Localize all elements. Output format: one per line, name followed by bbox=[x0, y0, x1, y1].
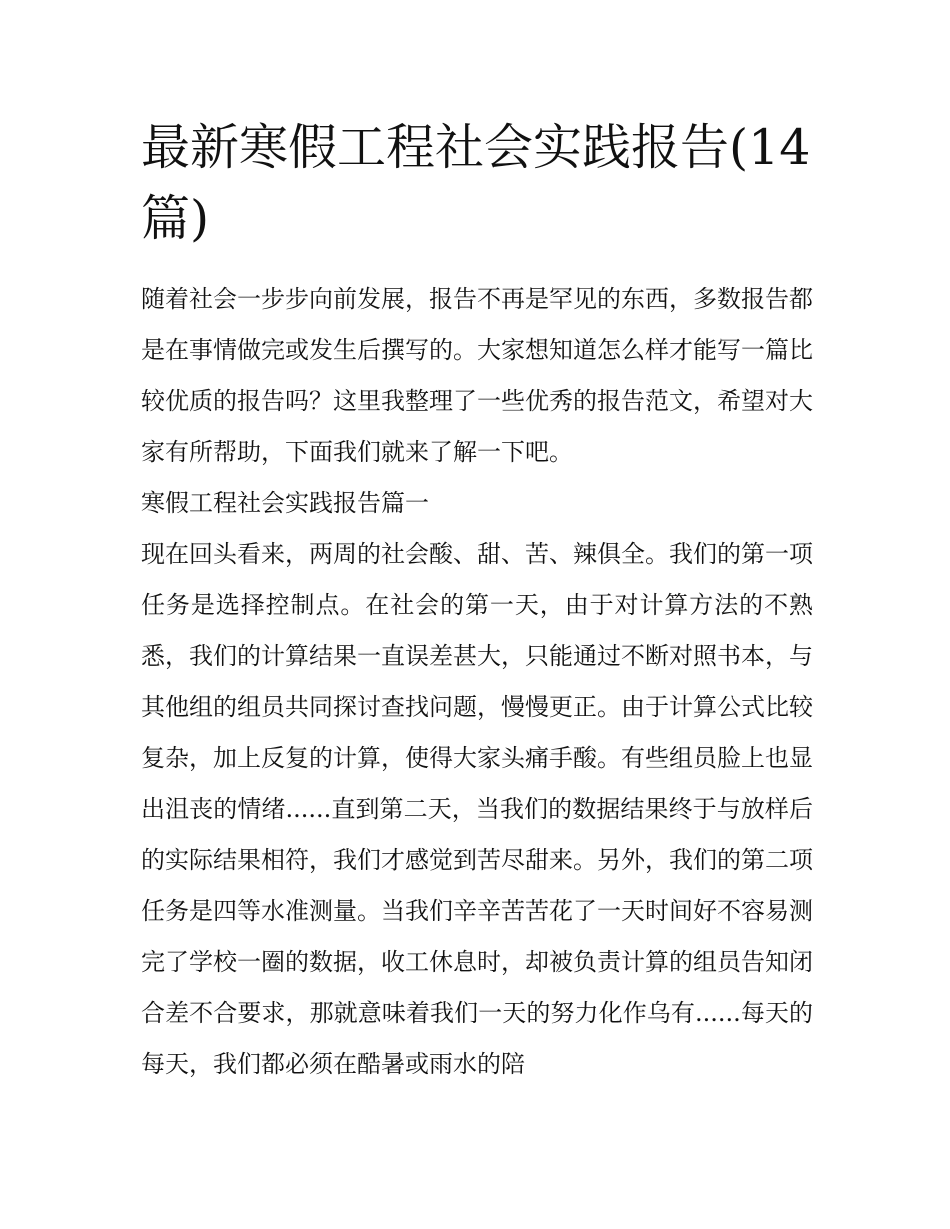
document-content bbox=[141, 112, 813, 1090]
document-title: 最新寒假工程社会实践报告(14篇) bbox=[141, 119, 811, 247]
body-paragraph: 现在回头看来，两周的社会酸、甜、苦、辣俱全。我们的第一项任务是选择控制点。在社会的第一天，由于对计算方法的不熟悉，我们的计算结果一直误差甚大，只能通过不断对照书本，与其他组的组员共同探讨查找问题，慢慢更正。由于计算公式比较复杂，加上反复的计算，使得大家头痛手酸。有些组员脸上也显出沮丧的情绪......直到第二天，当我们的数据结果终于与放样后的实际结果相符，我们才感觉到苦尽甜来。另外，我们的第二项任务是四等水准测量。当我们辛辛苦苦花了一天时间好不容易测完了学校一圈的数据，收工休息时，却被负责计算的组员告知闭合差不合要求，那就意味着我们一天的努力化作乌有......每天的每天，我们都必须在酷暑或雨水的陪 bbox=[141, 540, 813, 1078]
section-heading: 寒假工程社会实践报告篇一 bbox=[141, 489, 429, 517]
intro-paragraph: 随着社会一步步向前发展，报告不再是罕见的东西，多数报告都是在事情做完或发生后撰写的。大家想知道怎么样才能写一篇比较优质的报告吗？这里我整理了一些优秀的报告范文，希望对大家有所帮助，下面我们就来了解一下吧。 bbox=[141, 285, 813, 466]
